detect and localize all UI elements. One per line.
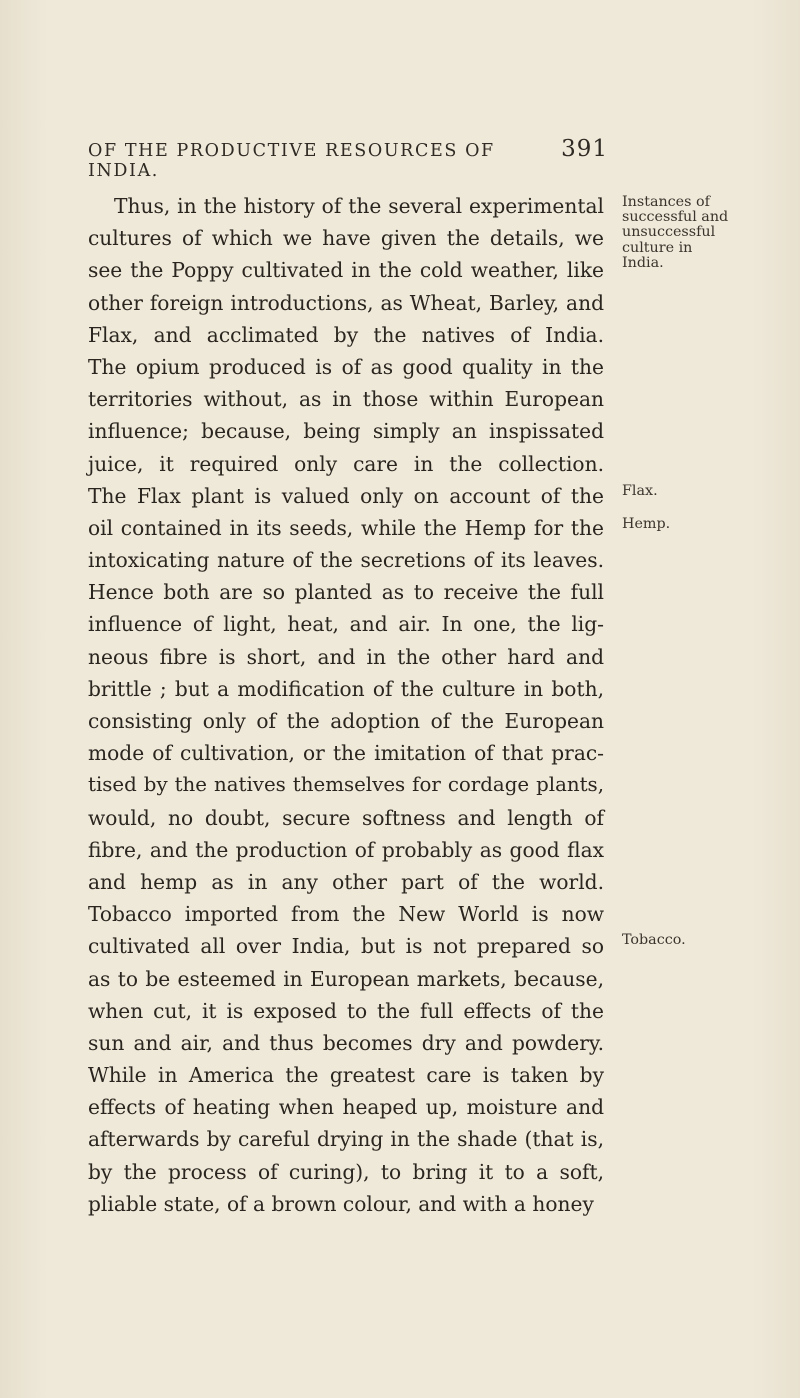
text-line: tised by the natives themselves for cordage plants, — [88, 773, 604, 797]
text-line: While in America the greatest care is taken by — [88, 1063, 604, 1088]
text-line: pliable state, of a brown colour, and with a honey — [88, 1191, 594, 1216]
text-line: Thus, in the history of the several experimental — [114, 194, 604, 218]
text-line: intoxicating nature of the secretions of its leaves. — [88, 548, 604, 573]
text-line: neous fibre is short, and in the other hard and — [88, 644, 604, 669]
sidenote-line: Instances of — [622, 194, 710, 210]
text-line: influence of light, heat, and air. In one, the lig- — [88, 612, 604, 637]
text-line: fibre, and the production of probably as good flax — [88, 837, 604, 862]
text-line: Tobacco imported from the New World is now — [88, 902, 604, 927]
text-line: brittle ; but a modification of the culture in both, — [88, 676, 604, 701]
sidenote-hemp: Hemp. — [622, 516, 671, 532]
sidenote-line: culture in — [622, 239, 693, 256]
text-line: afterwards by careful drying in the shade (that is, — [88, 1127, 604, 1152]
body-text — [88, 190, 604, 1220]
sidenote-line: India. — [622, 254, 664, 271]
text-line: as to be esteemed in European markets, because, — [88, 966, 604, 991]
text-line: by the process of curing), to bring it to a soft, — [88, 1159, 604, 1184]
running-header-title: OF THE PRODUCTIVE RESOURCES OF INDIA. — [88, 141, 495, 181]
text-line: see the Poppy cultivated in the cold weather, like — [88, 258, 604, 283]
text-line: other foreign introductions, as Wheat, Barley, and — [88, 290, 604, 315]
text-line: cultures of which we have given the details, we — [88, 226, 604, 251]
text-line: and hemp as in any other part of the world. — [88, 869, 604, 894]
text-line: when cut, it is exposed to the full effects of the — [88, 998, 604, 1023]
text-line: effects of heating when heaped up, moisture and — [88, 1095, 604, 1120]
text-line: oil contained in its seeds, while the Hemp for the — [88, 515, 604, 540]
text-line: would, no doubt, secure softness and length of — [88, 805, 604, 830]
page-number: 391 — [561, 136, 608, 162]
text-line: territories without, as in those within European — [88, 387, 604, 412]
sidenote-flax: Flax. — [622, 483, 658, 499]
running-header — [88, 136, 608, 181]
text-line: The Flax plant is valued only on account of the — [88, 483, 604, 508]
text-line: mode of cultivation, or the imitation of that prac- — [88, 741, 604, 766]
text-line: influence; because, being simply an inspissated — [88, 419, 604, 444]
text-line: Flax, and acclimated by the natives of India. — [88, 322, 604, 347]
sidenote-line: unsuccessful — [622, 224, 716, 241]
sidenote-line: successful and — [622, 209, 729, 226]
text-line: Hence both are so planted as to receive the full — [88, 580, 604, 605]
text-line: The opium produced is of as good quality in the — [88, 354, 604, 379]
text-line: cultivated all over India, but is not prepared so — [88, 934, 604, 959]
sidenote-instances — [622, 195, 792, 271]
sidenote-tobacco: Tobacco. — [622, 932, 686, 948]
text-line: consisting only of the adoption of the European — [88, 709, 604, 733]
text-line: sun and air, and thus becomes dry and powdery. — [88, 1030, 604, 1055]
text-line: juice, it required only care in the collection. — [88, 451, 604, 476]
